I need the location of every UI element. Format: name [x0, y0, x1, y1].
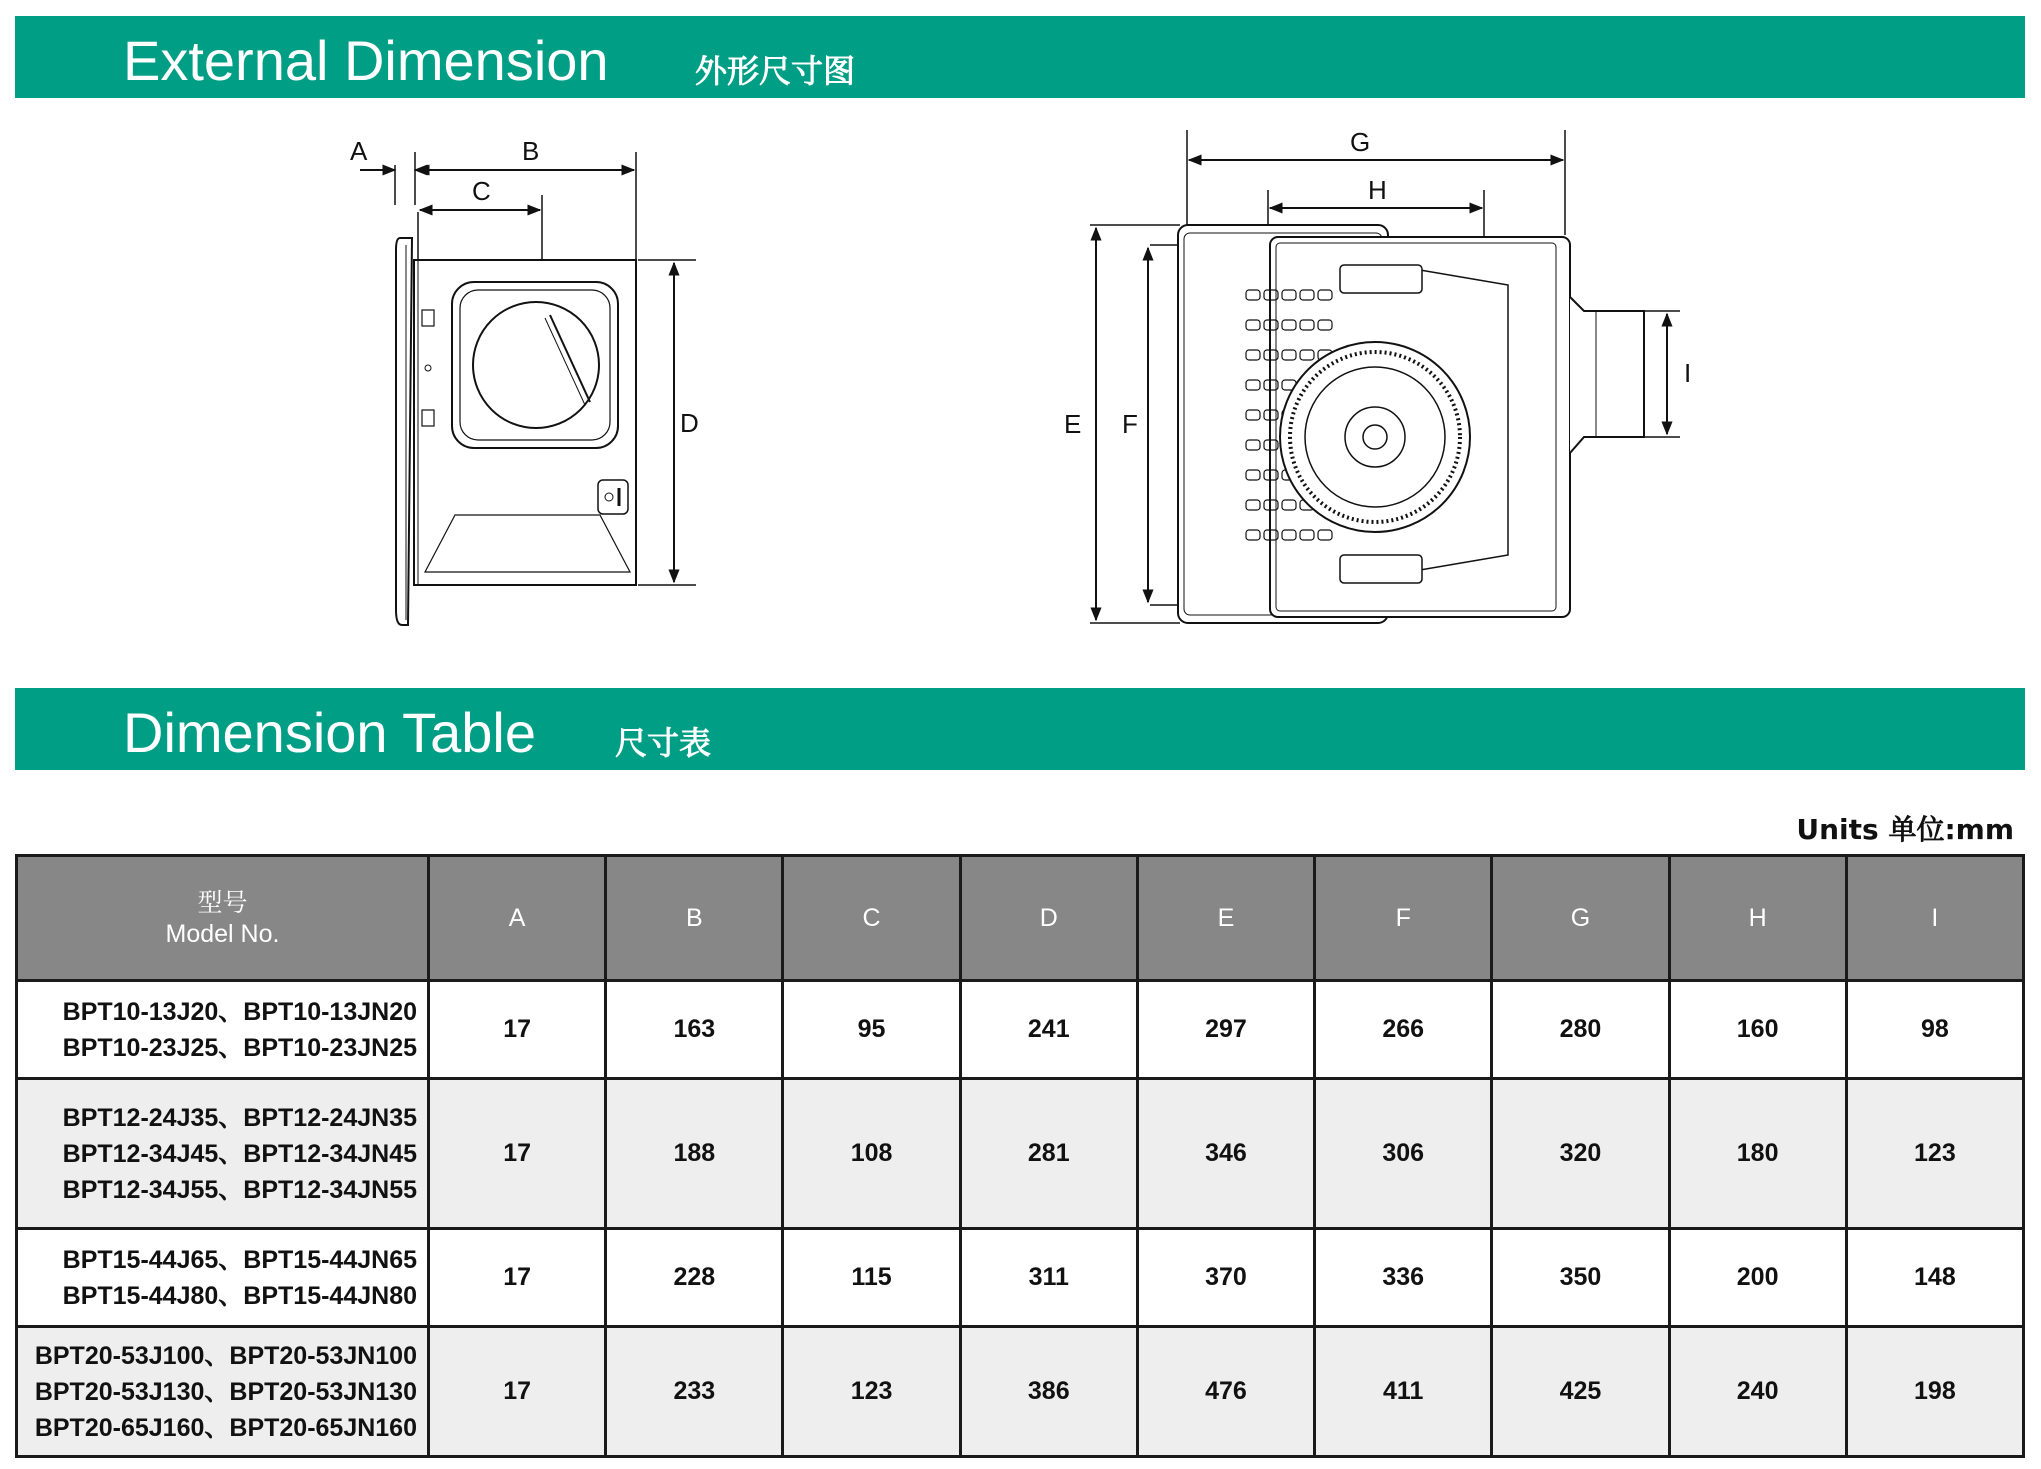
value-a: 17: [429, 1327, 606, 1457]
table-row: [17, 981, 2024, 1079]
header-col-c: C: [783, 856, 960, 981]
header-col-i: I: [1846, 856, 2023, 981]
value-f: 306: [1315, 1079, 1492, 1229]
value-g: 280: [1492, 981, 1669, 1079]
model-cell: [17, 1229, 429, 1327]
dim-label-a: A: [350, 136, 368, 166]
value-e: 346: [1137, 1079, 1314, 1229]
header-col-b: B: [606, 856, 783, 981]
header-model-en: Model No.: [165, 920, 280, 948]
dim-label-e: E: [1064, 409, 1082, 439]
value-h: 240: [1669, 1327, 1846, 1457]
value-e: 297: [1137, 981, 1314, 1079]
value-c: 123: [783, 1327, 960, 1457]
value-i: 148: [1846, 1229, 2023, 1327]
dimension-table-header: [15, 688, 2025, 770]
value-h: 180: [1669, 1079, 1846, 1229]
value-e: 476: [1137, 1327, 1314, 1457]
value-b: 228: [606, 1229, 783, 1327]
value-b: 233: [606, 1327, 783, 1457]
value-g: 350: [1492, 1229, 1669, 1327]
table-row: [17, 1229, 2024, 1327]
table-row: [17, 1079, 2024, 1229]
value-i: 198: [1846, 1327, 2023, 1457]
value-a: 17: [429, 1079, 606, 1229]
model-name: BPT20-53J130、BPT20-53JN130: [34, 1377, 417, 1406]
value-h: 200: [1669, 1229, 1846, 1327]
value-c: 108: [783, 1079, 960, 1229]
model-cell: [17, 1079, 429, 1229]
external-dimension-title: External Dimension: [123, 29, 609, 92]
value-d: 386: [960, 1327, 1137, 1457]
dim-label-g: G: [1350, 127, 1371, 157]
header-col-a: A: [429, 856, 606, 981]
model-name: BPT10-13J20、BPT10-13JN20: [62, 997, 417, 1026]
header-col-h: H: [1669, 856, 1846, 981]
value-c: 115: [783, 1229, 960, 1327]
value-a: 17: [429, 1229, 606, 1327]
value-g: 425: [1492, 1327, 1669, 1457]
value-d: 241: [960, 981, 1137, 1079]
model-name: BPT15-44J65、BPT15-44JN65: [62, 1245, 417, 1274]
model-name: BPT12-34J45、BPT12-34JN45: [62, 1139, 417, 1168]
model-name: BPT20-53J100、BPT20-53JN100: [34, 1341, 417, 1370]
dim-label-d: D: [680, 408, 699, 438]
external-dimension-header: [15, 16, 2025, 98]
value-d: 311: [960, 1229, 1137, 1327]
dim-label-b: B: [522, 136, 540, 166]
header-col-e: E: [1137, 856, 1314, 981]
model-name: BPT15-44J80、BPT15-44JN80: [62, 1281, 417, 1310]
dim-label-i: I: [1684, 358, 1692, 388]
dimension-table-title: Dimension Table: [123, 701, 536, 764]
model-cell: [17, 1327, 429, 1457]
external-dimension-title-cn: 外形尺寸图: [695, 52, 856, 90]
header-model: [17, 856, 429, 981]
front-view-diagram: [1060, 115, 1720, 635]
header-col-f: F: [1315, 856, 1492, 981]
header-col-d: D: [960, 856, 1137, 981]
model-name: BPT12-24J35、BPT12-24JN35: [62, 1103, 417, 1132]
value-e: 370: [1137, 1229, 1314, 1327]
value-f: 266: [1315, 981, 1492, 1079]
value-i: 123: [1846, 1079, 2023, 1229]
model-cell: [17, 981, 429, 1079]
dimension-table: [15, 854, 2025, 1458]
value-f: 411: [1315, 1327, 1492, 1457]
value-c: 95: [783, 981, 960, 1079]
units-label: Units 单位:mm: [1796, 813, 2014, 846]
model-name: BPT12-34J55、BPT12-34JN55: [62, 1175, 417, 1204]
value-b: 163: [606, 981, 783, 1079]
value-b: 188: [606, 1079, 783, 1229]
dim-label-h: H: [1368, 175, 1387, 205]
value-d: 281: [960, 1079, 1137, 1229]
model-name: BPT10-23J25、BPT10-23JN25: [62, 1033, 417, 1062]
value-g: 320: [1492, 1079, 1669, 1229]
value-f: 336: [1315, 1229, 1492, 1327]
value-i: 98: [1846, 981, 2023, 1079]
table-row: [17, 1327, 2024, 1457]
table-header-row: [17, 856, 2024, 981]
dimension-table-title-cn: 尺寸表: [615, 724, 712, 762]
side-view-diagram: [340, 120, 720, 640]
model-name: BPT20-65J160、BPT20-65JN160: [34, 1413, 417, 1442]
dim-label-f: F: [1122, 409, 1138, 439]
dim-label-c: C: [472, 176, 491, 206]
value-h: 160: [1669, 981, 1846, 1079]
value-a: 17: [429, 981, 606, 1079]
header-model-cn: 型号: [197, 888, 248, 917]
header-col-g: G: [1492, 856, 1669, 981]
